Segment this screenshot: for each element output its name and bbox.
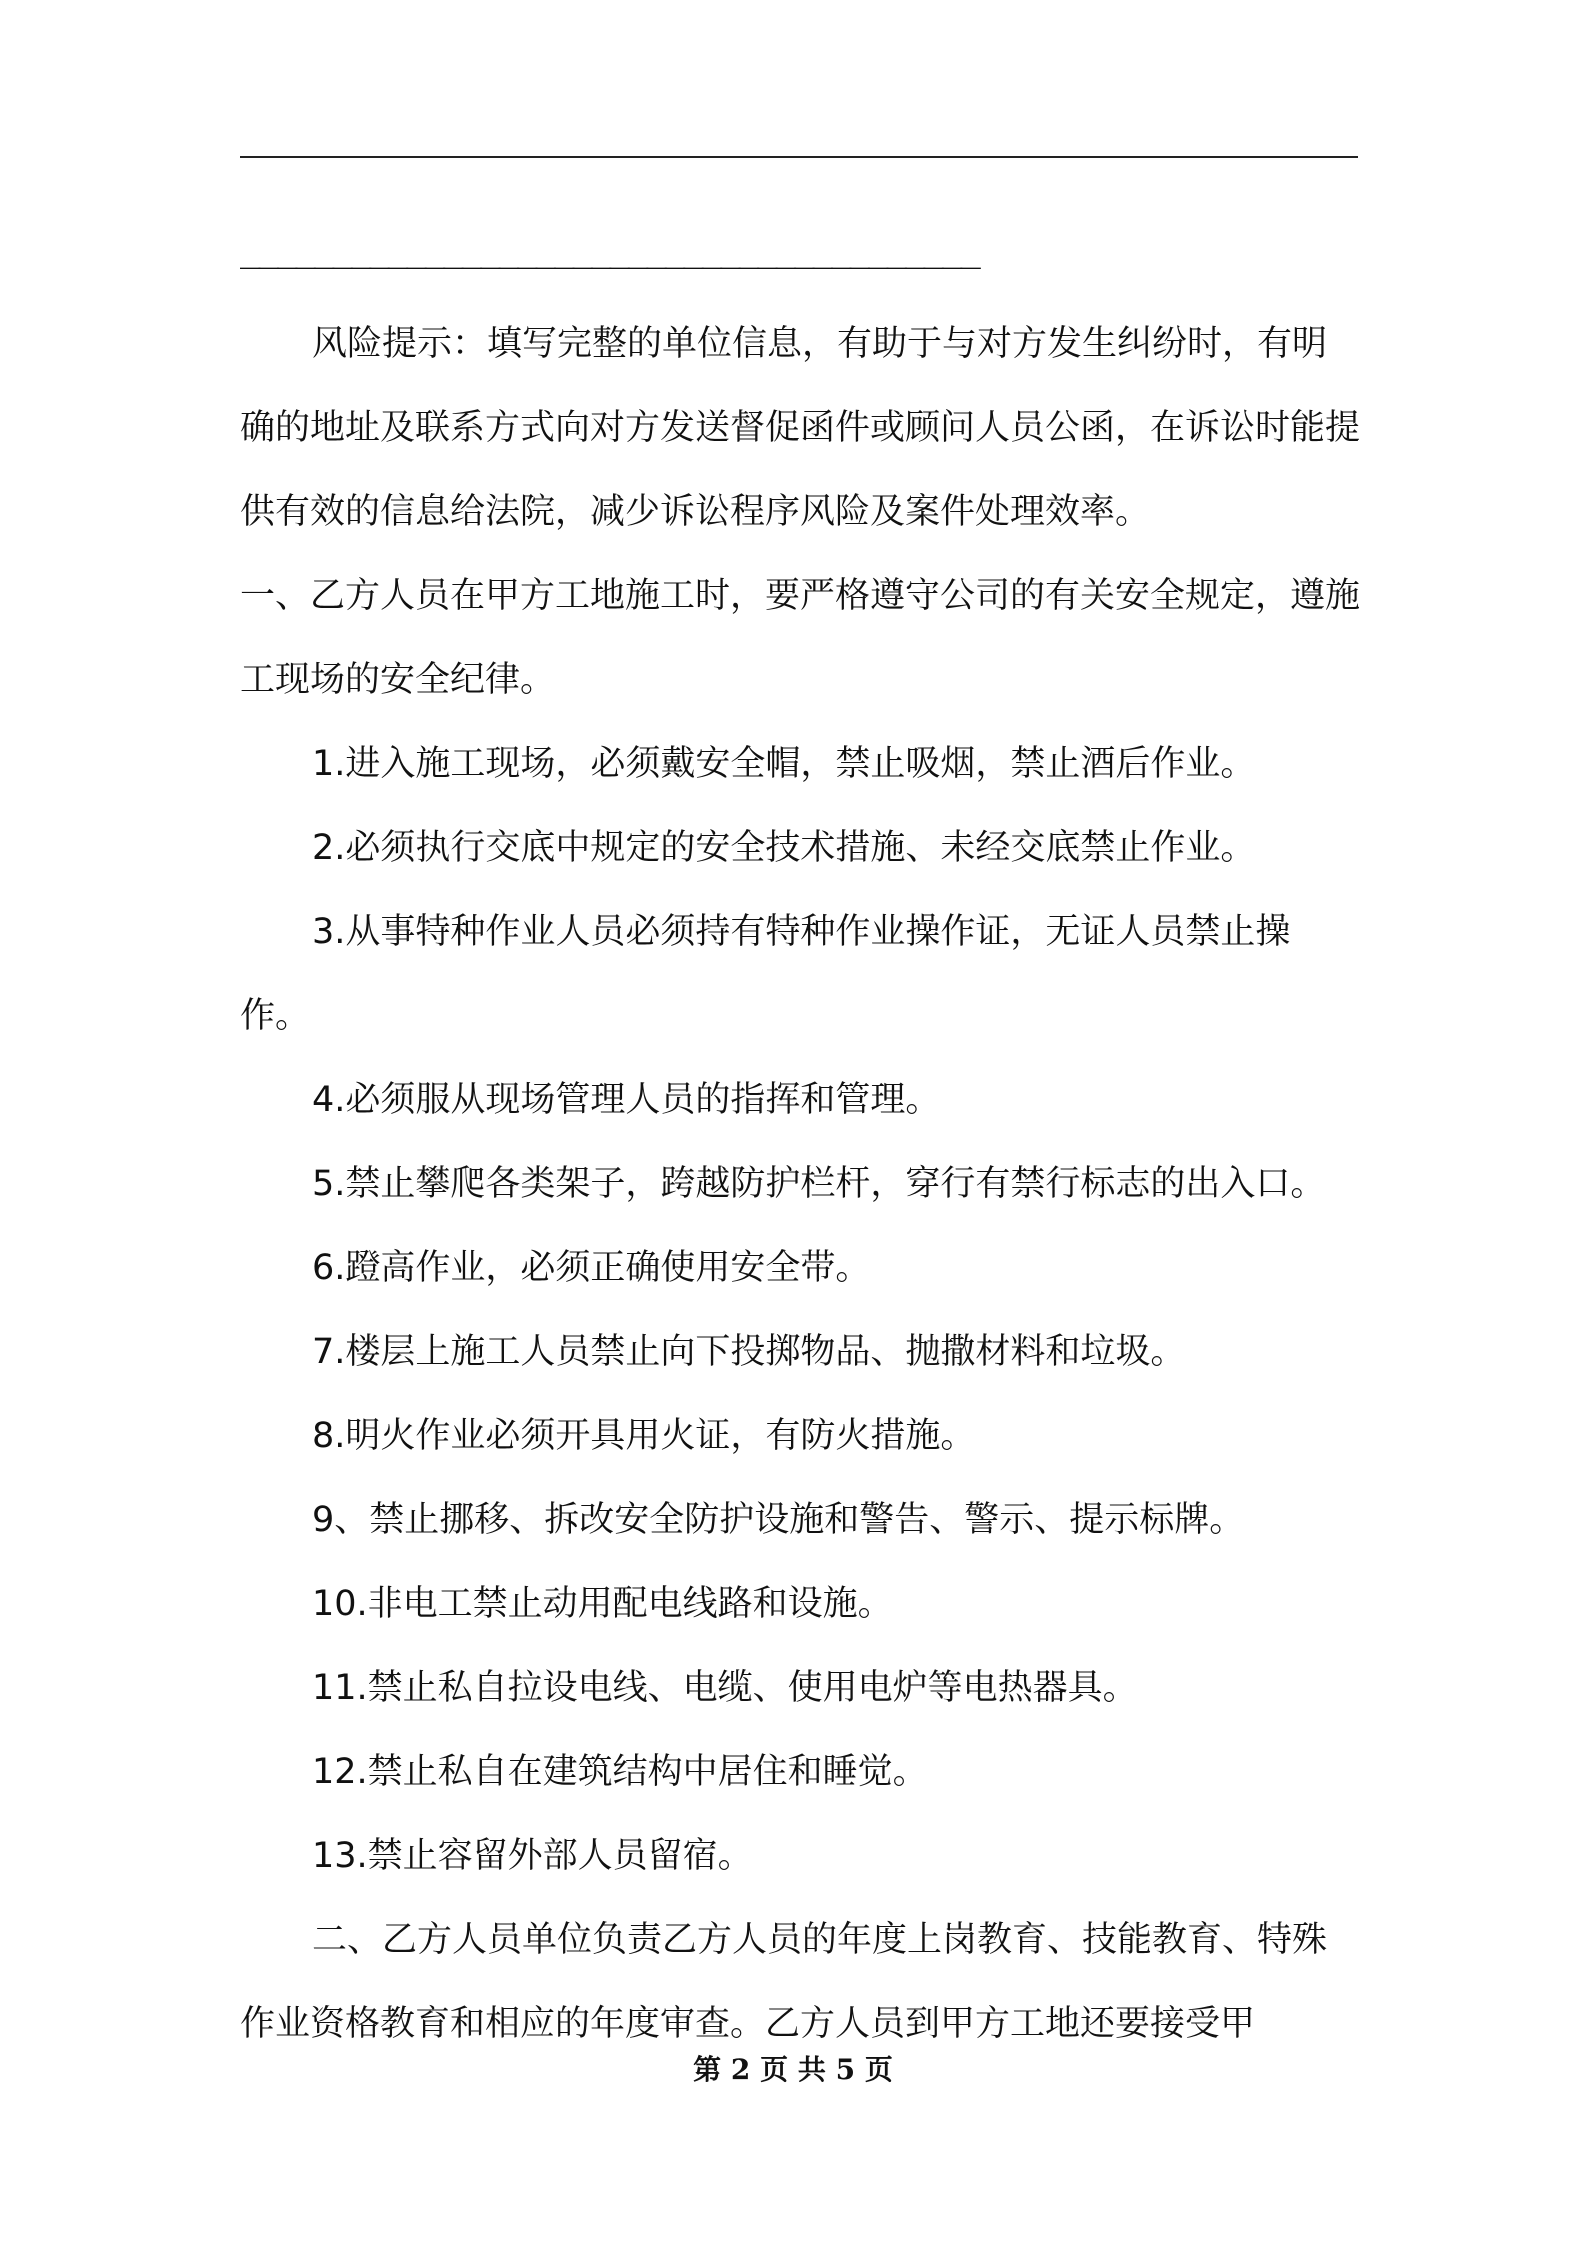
paragraph: 11.禁止私自拉设电线、电缆、使用电炉等电热器具。: [312, 1668, 1138, 1708]
blank-underline: ________________________________________: [240, 230, 979, 270]
paragraph: 3.从事特种作业人员必须持有特种作业操作证，无证人员禁止操作。: [240, 912, 1291, 1036]
paragraph: 7.楼层上施工人员禁止向下投掷物品、抛撒材料和垃圾。: [312, 1332, 1186, 1372]
paragraph: 8.明火作业必须开具用火证，有防火措施。: [312, 1416, 976, 1456]
paragraph: 10.非电工禁止动用配电线路和设施。: [312, 1584, 893, 1624]
paragraph: 一、乙方人员在甲方工地施工时，要严格遵守公司的有关安全规定，遵施工现场的安全纪律。: [240, 576, 1361, 700]
paragraph: 4.必须服从现场管理人员的指挥和管理。: [312, 1080, 941, 1120]
page-footer: 第 2 页 共 5 页: [693, 2053, 893, 2086]
paragraph: 6.蹬高作业，必须正确使用安全带。: [312, 1248, 871, 1288]
paragraph: 9、禁止挪移、拆改安全防护设施和警告、警示、提示标牌。: [312, 1500, 1245, 1540]
paragraph: 风险提示：填写完整的单位信息，有助于与对方发生纠纷时，有明确的地址及联系方式向对方发送督促函件或顾问人员公函，在诉讼时能提供有效的信息给法院，减少诉讼程序风险及案件处理效率。: [240, 324, 1361, 532]
paragraph-list: [240, 302, 1360, 2066]
paragraph: 12.禁止私自在建筑结构中居住和睡觉。: [312, 1752, 928, 1792]
paragraph: 13.禁止容留外部人员留宿。: [312, 1836, 753, 1876]
paragraph: 2.必须执行交底中规定的安全技术措施、未经交底禁止作业。: [312, 828, 1256, 868]
paragraph: 二、乙方人员单位负责乙方人员的年度上岗教育、技能教育、特殊作业资格教育和相应的年度审查。乙方人员到甲方工地还要接受甲: [240, 1920, 1328, 2044]
header-rule: [240, 156, 1358, 158]
paragraph: 1.进入施工现场，必须戴安全帽，禁止吸烟，禁止酒后作业。: [312, 744, 1256, 784]
paragraph: 5.禁止攀爬各类架子，跨越防护栏杆，穿行有禁行标志的出入口。: [312, 1164, 1326, 1204]
document-body: [240, 230, 1360, 2066]
